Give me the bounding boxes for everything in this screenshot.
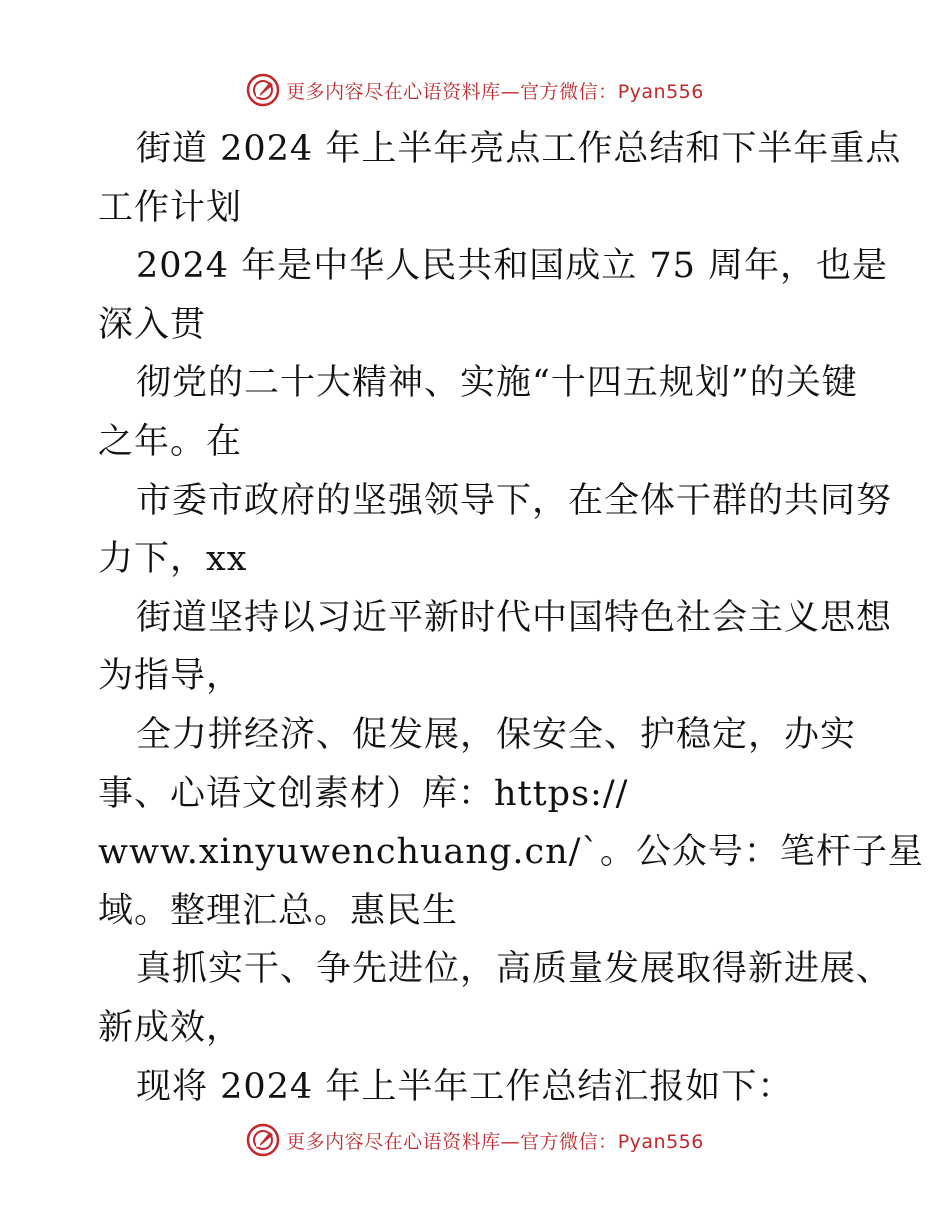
pen-nib-logo-icon bbox=[246, 73, 280, 107]
pen-nib-logo-icon bbox=[246, 1123, 280, 1157]
banner-main: 更多内容尽在心语资料库 bbox=[286, 80, 501, 103]
banner-official: 官方微信： bbox=[520, 1130, 618, 1153]
header-banner bbox=[0, 70, 950, 110]
banner-text bbox=[286, 77, 704, 104]
doc-line: 域。整理汇总。惠民生 bbox=[98, 890, 459, 931]
banner-text bbox=[286, 1127, 704, 1154]
doc-line: 现将 2024 年上半年工作总结汇报如下： bbox=[136, 1066, 794, 1107]
banner-dash: — bbox=[500, 1130, 521, 1153]
doc-line: 真抓实干、争先进位，高质量发展取得新进展、 bbox=[136, 949, 893, 990]
doc-line: 工作计划 bbox=[98, 187, 243, 228]
doc-line: www.xinyuwenchuang.cn/`。公众号：笔杆子星 bbox=[98, 832, 924, 873]
doc-line: 为指导， bbox=[98, 656, 243, 697]
doc-line: 街道 2024 年上半年亮点工作总结和下半年重点 bbox=[136, 129, 902, 169]
banner-dash: — bbox=[500, 80, 521, 103]
banner-main: 更多内容尽在心语资料库 bbox=[286, 1130, 501, 1153]
doc-line: 之年。在 bbox=[98, 421, 243, 462]
footer-banner bbox=[0, 1120, 950, 1160]
doc-line: 彻党的二十大精神、实施“十四五规划”的关键 bbox=[136, 363, 858, 404]
doc-line: 全力拼经济、促发展，保安全、护稳定，办实 bbox=[136, 714, 857, 755]
doc-line: 2024 年是中华人民共和国成立 75 周年，也是 bbox=[136, 246, 888, 287]
doc-line: 深入贯 bbox=[98, 304, 207, 345]
banner-account: Pyan556 bbox=[617, 1130, 704, 1153]
doc-line: 力下，xx bbox=[98, 539, 248, 580]
doc-line: 事、心语文创素材）库：https:// bbox=[98, 773, 629, 814]
doc-line: 新成效， bbox=[98, 1007, 243, 1048]
doc-line: 市委市政府的坚强领导下，在全体干群的共同努 bbox=[136, 480, 893, 521]
banner-official: 官方微信： bbox=[520, 80, 618, 103]
banner-account: Pyan556 bbox=[617, 80, 704, 103]
document-body bbox=[98, 120, 924, 1116]
doc-line: 街道坚持以习近平新时代中国特色社会主义思想 bbox=[136, 597, 893, 638]
